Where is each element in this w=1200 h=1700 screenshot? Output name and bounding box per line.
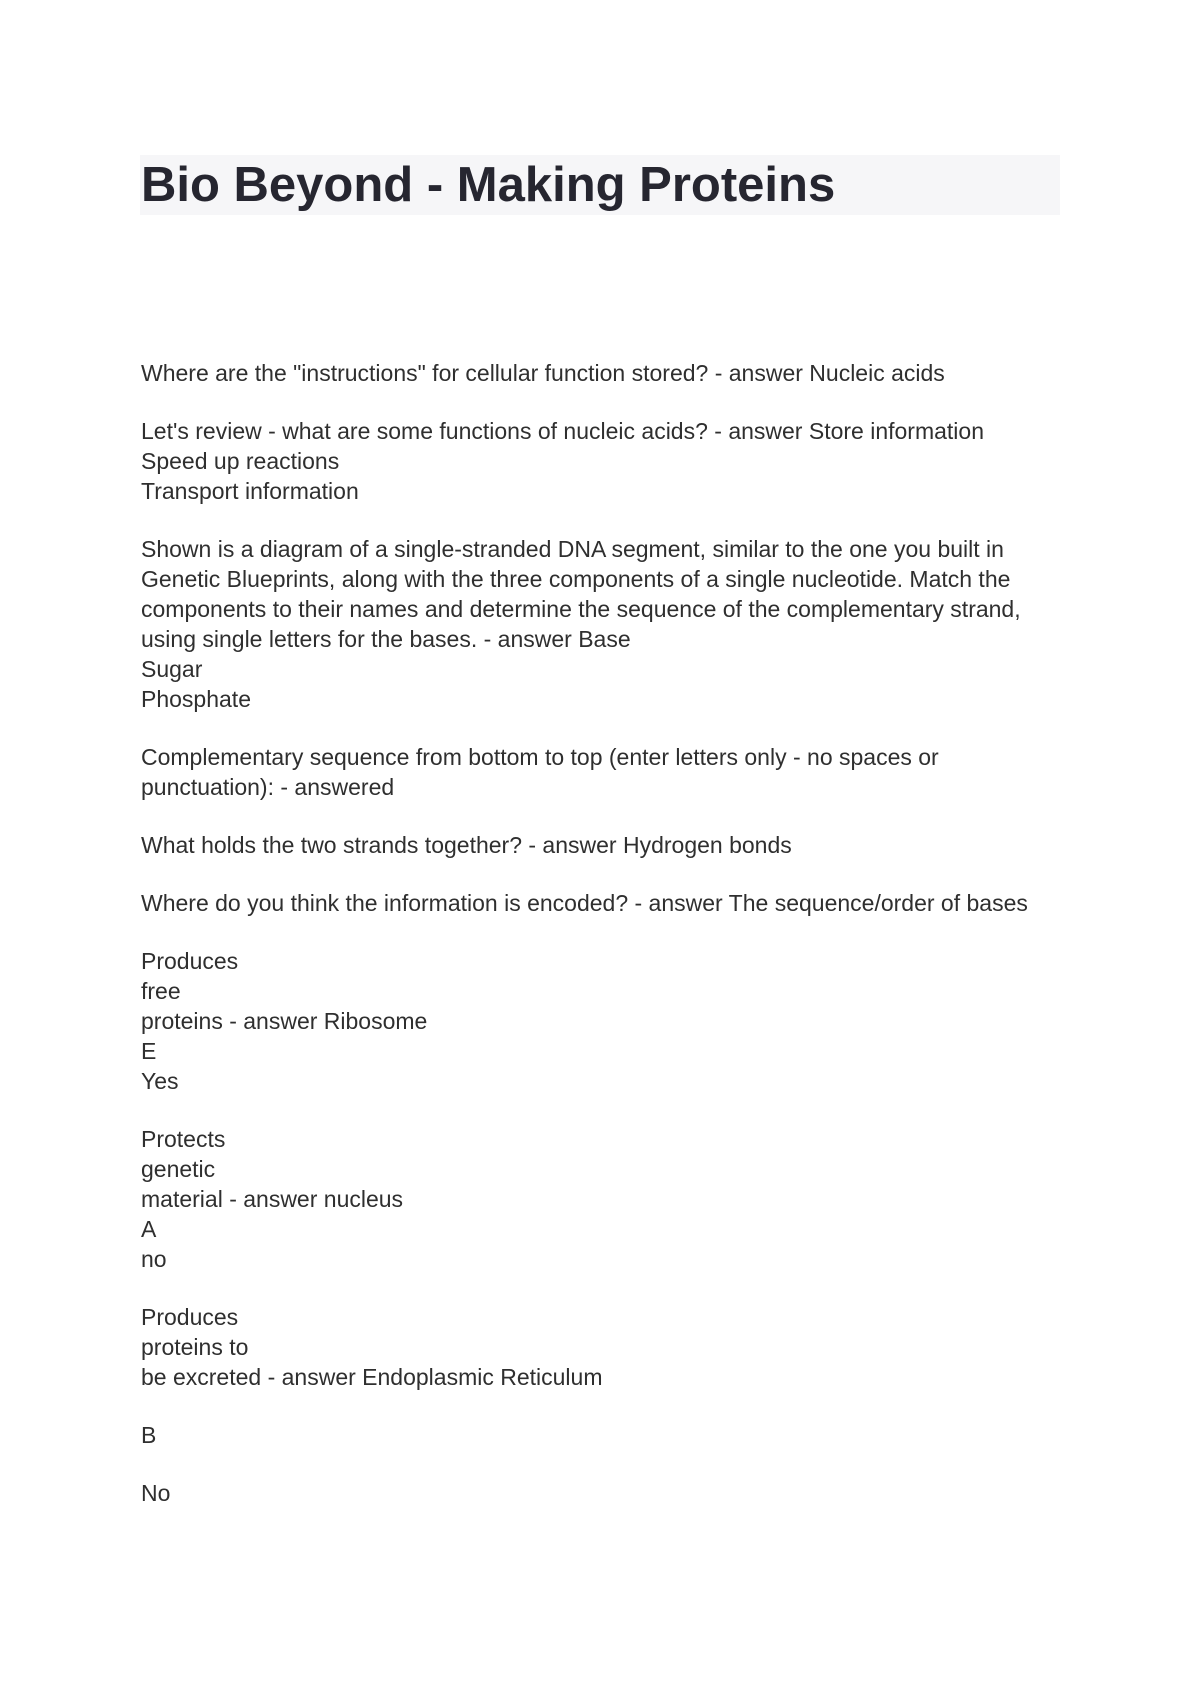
text-line: What holds the two strands together? - answer Hydrogen bonds (141, 832, 792, 858)
qa-entry (141, 742, 1061, 802)
text-line: A (141, 1216, 157, 1242)
text-line: no (141, 1246, 167, 1272)
qa-entry (141, 1478, 1061, 1508)
qa-entry (141, 888, 1061, 918)
text-line: Yes (141, 1068, 179, 1094)
text-line: Shown is a diagram of a single-stranded DNA segment, similar to the one you built in (141, 536, 1004, 562)
text-line: B (141, 1422, 157, 1448)
text-line: Where are the "instructions" for cellular function stored? - answer Nucleic acids (141, 360, 945, 386)
text-line: Sugar (141, 656, 203, 682)
document-body (141, 358, 1061, 1536)
text-line: Phosphate (141, 686, 251, 712)
qa-entry (141, 946, 1061, 1096)
text-line: E (141, 1038, 157, 1064)
text-line: Transport information (141, 478, 359, 504)
text-line: No (141, 1480, 171, 1506)
text-line: free (141, 978, 181, 1004)
text-line: Speed up reactions (141, 448, 340, 474)
text-line: Produces (141, 948, 239, 974)
text-line: genetic (141, 1156, 216, 1182)
qa-entry (141, 534, 1061, 714)
qa-entry (141, 1420, 1061, 1450)
text-line: Where do you think the information is encoded? - answer The sequence/order of bases (141, 890, 1028, 916)
qa-entry (141, 358, 1061, 388)
text-line: Protects (141, 1126, 226, 1152)
text-line: Complementary sequence from bottom to top (enter letters only - no spaces or (141, 744, 939, 770)
text-line: Let's review - what are some functions of nucleic acids? - answer Store information (141, 418, 984, 444)
qa-entry (141, 830, 1061, 860)
qa-entry (141, 1124, 1061, 1274)
text-line: Produces (141, 1304, 239, 1330)
text-line: using single letters for the bases. - answer Base (141, 626, 631, 652)
qa-entry (141, 1302, 1061, 1392)
text-line: proteins to (141, 1334, 249, 1360)
text-line: Genetic Blueprints, along with the three components of a single nucleotide. Match the (141, 566, 1011, 592)
text-line: components to their names and determine the sequence of the complementary strand, (141, 596, 1021, 622)
page-title: Bio Beyond - Making Proteins (141, 158, 836, 212)
text-line: punctuation): - answered (141, 774, 395, 800)
text-line: be excreted - answer Endoplasmic Reticulum (141, 1364, 603, 1390)
text-line: material - answer nucleus (141, 1186, 404, 1212)
qa-entry (141, 416, 1061, 506)
text-line: proteins - answer Ribosome (141, 1008, 428, 1034)
